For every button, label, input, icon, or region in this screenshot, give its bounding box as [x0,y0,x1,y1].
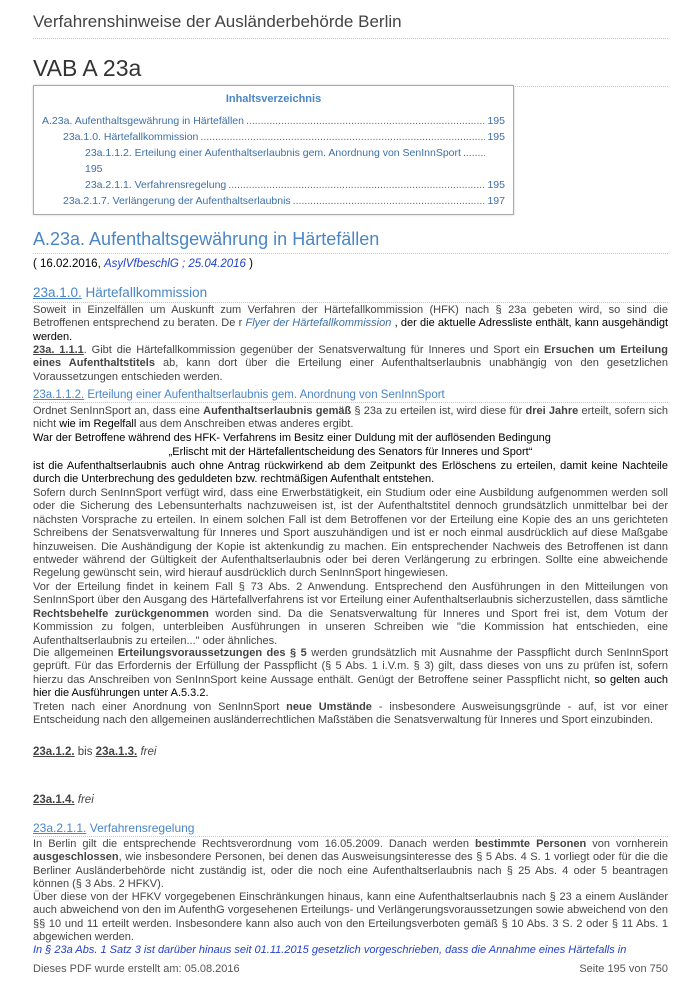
text: Die allgemeinen [33,647,118,659]
text: frei [137,746,157,758]
text: erteilt, sofern sich nicht [33,405,668,431]
toc-entry[interactable] [34,145,513,161]
text: . Gibt die Härtefallkommission gegenüber der Senatsverwaltung für Inneres und Sport ein [83,344,544,356]
section-number-link[interactable]: 23a.1.3. [95,746,138,758]
page-footer [33,963,668,975]
amendment-date-line [33,258,668,271]
document-title: VAB A 23a [33,55,668,87]
toc-leader [293,193,486,209]
toc-entry-label[interactable]: 23a.2.1.7. Verlängerung der Aufenthaltserlaubnis [63,195,291,207]
section-number-link[interactable]: 23a.1.0. [33,285,82,300]
toc-entry-page[interactable]: 195 [487,115,505,127]
section-number-link[interactable]: 23a.2.1.1. [33,821,87,835]
toc-leader [228,177,485,193]
text: - insbesondere Ausweisungsgründe - auf, ist vor einer Entscheidung nach den allgemeinen ausländerrechtlichen Maßstäben die Senatsverwaltung für Inneres und Sport einzubinden. [33,701,668,727]
paragraph-emphasis: In § 23a Abs. 1 Satz 3 ist darüber hinaus seit 01.11.2015 gesetzlich vorgeschrieben, dass die Annahme eines Härtefalls in [33,944,627,956]
text: In Berlin gilt die entsprechende Rechtsverordnung vom 16.05.2009. Danach werden [33,838,476,850]
paragraph-number-link[interactable]: 23a. 1.1.1 [33,344,84,356]
toc-entry-page[interactable]: 197 [487,195,505,207]
text: , der die aktuelle Adressliste enthält, kann ausgehändigt werden. [33,317,668,343]
text: drei Jahre [525,405,579,417]
text: Rechtsbehelfe zurückgenommen [33,607,209,620]
text: neue Umstände [286,701,372,713]
toc-entry[interactable] [34,193,513,209]
section-23a-1-4 [33,794,668,807]
toc-entry-label[interactable]: A.23a. Aufenthaltsgewährung in Härtefällen [42,115,244,127]
text: Ersuchen um Erteilung eines Aufenthaltstitels [33,344,668,370]
toc-entry-label[interactable]: 23a.2.1.1. Verfahrensregelung [85,179,227,191]
text: so gelten auch hier die Ausführungen unter A.5.3.2. [33,673,668,700]
section-number-link[interactable]: 23a.1.1.2. [33,389,85,401]
toc-entry-label[interactable]: 23a.1.0. Härtefallkommission [63,131,199,143]
section-heading-23a-2-1-1 [33,821,668,837]
toc-entry[interactable] [34,113,513,129]
text: wie im Regelfall [59,418,137,431]
text: Soweit in Einzelfällen um Auskunft zum Verfahren der Härtefallkommission (HFK) nach § 23a gebeten wird, so sind die Betroffenen entsprechend zu beraten. De r [33,304,668,330]
text: Aufenthaltserlaubnis gemäß [203,405,352,417]
page-number: Seite 195 von 750 [579,963,668,975]
paragraph: War der Betroffene während des HFK- Verfahrens im Besitz einer Duldung mit der auflösenden Bedingung [33,432,551,444]
paragraph: Sofern durch SenInnSport verfügt wird, dass eine Erwerbstätigkeit, ein Studium oder eine Ausbildung aufgenommen werden soll oder die Sicherung des Lebensunterhalts nachzuweisen ist, ist der Aufenthaltstitel dennoch grundsätzlich unmittelbar bei der nächsten Vorsprache zu erteilen. In einem solchen Fall ist dem Betroffenen vor der Erteilung eine Kopie des an uns gerichteten Schreibens der Senatsverwaltung für Inneres und Sport auszuhändigen und ist er noch einmal ausdrücklich auf diese Maßgabe hinzuweisen. Die Aushändigung der Kopie ist aktenkundig zu machen. Ein entsprechender Nachweis des Betroffenen ist dann entweder während der Gültigkeit der Aufenthaltserlaubnis oder bei deren Verlängerung zu erbringen. Sollte eine abweichende Regelung gewünscht sein, wird hierauf ausdrücklich durch SenInnSport hingewiesen. [33,487,668,580]
paragraph [33,405,668,432]
site-title: Verfahrenshinweise der Ausländerbehörde Berlin [33,12,668,39]
paragraph: Über diese von der HFKV vorgegebenen Einschränkungen hinaus, kann eine Aufenthaltserlaubnis nach § 23 a einem Ausländer auch abweichend von den im AufenthG vorgesehenen Erteilungs- und Verlängerungsvoraussetzungen sowie abweichend von den §§ 10 und 11 erteilt werden. Insbesondere kann also auch von den Erteilungsverboten gemäß § 10 Abs. 3 S. 2 oder § 11 Abs. 1 abgewichen werden. [33,891,668,944]
text: werden grundsätzlich mit Ausnahme der Passpflicht durch SenInnSport geprüft. Für das Erfordernis der Erfüllung der Passpflicht (§ 5 Abs. 1 i.V.m. § 3) gilt, dass dieses von uns zu prüfen ist, sofern hierzu das Anschreiben von SenInnSport keine Aussage enthält. Genügt der Betroffene seiner Passpflicht nicht, [33,647,668,686]
toc-entry-page[interactable]: 195 [487,131,505,143]
text: bestimmte Personen [475,838,587,850]
toc-entry-page[interactable]: 195 [487,179,505,191]
toc-entry[interactable] [34,129,513,145]
text: ab, kann dort über die Erteilung einer Aufenthaltserlaubnis unabhängig von den gesetzlichen Voraussetzungen entschieden werden. [33,357,669,383]
text: , wie insbesondere Personen, bei denen das Ausweisungsinteresse des § 5 Abs. 4 S. 1 vorliegt oder für die die Berliner Ausländerbehörde nicht zuständig ist, oder die noch eine Aufenthaltserlaubnis nach § 25 Abs. 4 oder 5 beantragen können (§ 3 Abs. 2 HFKV). [33,851,668,891]
section-title: Erteilung einer Aufenthaltserlaubnis gem. Anordnung von SenInnSport [84,389,445,401]
toc-leader [200,129,485,145]
paragraph [33,647,668,701]
toc-leader [463,145,485,161]
section-heading-23a-1-0 [33,285,668,303]
table-of-contents [33,85,514,215]
text: frei [74,794,94,806]
text: Erteilungsvoraussetzungen des § 5 [117,647,307,659]
date-text: ( 16.02.2016, [33,258,104,270]
section-23a-1-2-to-1-3 [33,746,668,759]
text: aus dem Anschreiben etwas anderes ergibt. [136,418,354,431]
toc-heading: Inhaltsverzeichnis [225,93,322,105]
paragraph [33,701,668,728]
flyer-link[interactable]: Flyer der Härtefallkommission [245,317,392,330]
text: Treten nach einer Anordnung von SenInnSport [33,701,287,713]
date-close: ) [245,258,253,270]
pdf-created-date: Dieses PDF wurde erstellt am: 05.08.2016 [33,963,240,975]
text: Ordnet SenInnSport an, dass eine [33,405,204,417]
text: § 23a zu erteilen ist, wird diese für [351,405,526,417]
section-heading-23a-1-1-2 [33,389,668,403]
text: bis [74,746,96,758]
section-title: Verfahrensregelung [86,821,195,835]
section-number-link[interactable]: 23a.1.4. [33,794,75,806]
toc-entry[interactable] [34,177,513,193]
quoted-condition: „Erlischt mit der Härtefallentscheidung des Senators für Inneres und Sport“ [168,446,533,458]
text: von vornherein [586,838,668,850]
paragraph [33,304,668,344]
text: worden sind. Da die Senatsverwaltung für Inneres und Sport frei ist, dem Votum der Kommission zu folgen, unterbleiben Ausführungen in unseren Schreiben wie "die Kommission hat entschieden, eine Aufenthaltserlaubnis zu erteilen..." oder ähnliches. [33,607,669,647]
paragraph [33,344,668,384]
law-reference-link[interactable]: AsylVfbeschlG ; 25.04.2016 [103,258,246,270]
text: Vor der Erteilung findet in keinem Fall § 73 Abs. 2 Anwendung. Entsprechend den Ausführungen in den Mitteilungen von SenInnSport über den Ausgang des Härtefallverfahrens ist vor Erteilung einer Aufenthaltserlaubnis sicherzustellen, dass sämtliche [33,581,668,607]
section-title: Härtefallkommission [81,285,208,300]
section-number-link[interactable]: 23a.1.2. [33,746,75,758]
toc-entry-label[interactable]: 23a.1.1.2. Erteilung einer Aufenthaltserlaubnis gem. Anordnung von SenInnSport [85,147,461,159]
paragraph: ist die Aufenthaltserlaubnis auch ohne Antrag rückwirkend ab dem Zeitpunkt des Erlöschens zu erteilen, damit keine Nachteile durch die Unterbrechung des geduldeten bzw. rechtmäßigen Aufenthalt entstehen. [33,460,668,486]
paragraph [33,838,668,892]
toc-entry-page[interactable]: 195 [85,163,103,175]
toc-leader [246,113,485,129]
paragraph [33,581,668,648]
section-heading-a23a: A.23a. Aufenthaltsgewährung in Härtefällen [33,229,668,254]
text: ausgeschlossen [33,851,119,864]
